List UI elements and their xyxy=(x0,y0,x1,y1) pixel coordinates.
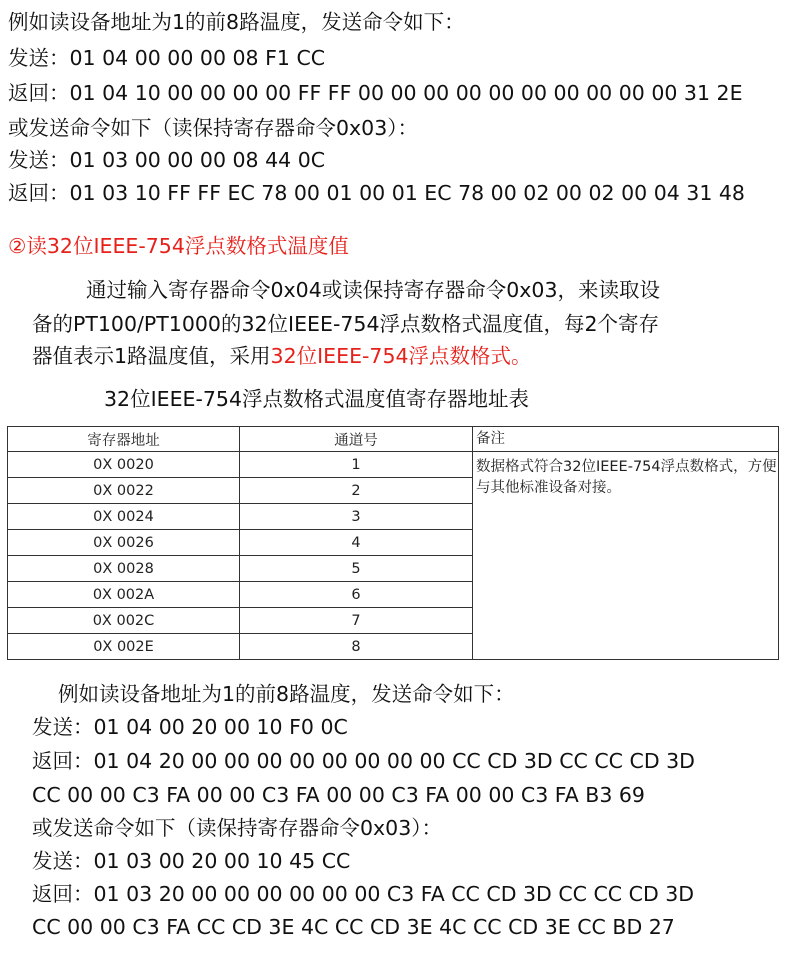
table-header-row xyxy=(8,427,779,452)
channel-number-cell: 7 xyxy=(240,608,473,634)
channel-number-cell: 8 xyxy=(240,634,473,660)
remarks-cell: 数据格式符合32位IEEE-754浮点数格式，方便与其他标准设备对接。 xyxy=(473,452,779,660)
header-channel-number: 通道号 xyxy=(240,427,473,452)
alt-return-data-line-2: 返回：01 03 20 00 00 00 00 00 00 C3 FA CC CD 3D CC CC CD 3D xyxy=(32,882,695,906)
register-address-cell: 0X 0028 xyxy=(8,556,240,582)
header-register-address: 寄存器地址 xyxy=(8,427,240,452)
header-remarks: 备注 xyxy=(473,427,779,452)
send-command-line: 发送：01 04 00 00 00 08 F1 CC xyxy=(8,46,326,70)
register-address-cell: 0X 002C xyxy=(8,608,240,634)
alt-return-data-line: 返回：01 03 10 FF FF EC 78 00 01 00 01 EC 78 00 02 00 02 00 04 31 48 xyxy=(8,181,745,205)
register-address-cell: 0X 0024 xyxy=(8,504,240,530)
format-highlight-text: 32位IEEE-754浮点数格式。 xyxy=(270,344,532,368)
alt-command-intro-text: 或发送命令如下（读保持寄存器命令0x03）： xyxy=(8,116,419,140)
alt-return-data-continuation-2: CC 00 00 C3 FA CC CD 3E 4C CC CD 3E 4C CC CD 3E CC BD 27 xyxy=(32,915,675,939)
table-row xyxy=(8,452,779,478)
register-address-cell: 0X 002E xyxy=(8,634,240,660)
return-data-continuation-2: CC 00 00 C3 FA 00 00 C3 FA 00 00 C3 FA 00 00 C3 FA B3 69 xyxy=(32,783,645,807)
send-command-line-2: 发送：01 04 00 20 00 10 F0 0C xyxy=(32,715,348,739)
channel-number-cell: 3 xyxy=(240,504,473,530)
register-address-table xyxy=(7,426,779,660)
paragraph-line-1: 通过输入寄存器命令0x04或读保持寄存器命令0x03，来读取设 xyxy=(86,278,661,302)
paragraph-line-3 xyxy=(32,343,532,369)
alt-command-intro-text-2: 或发送命令如下（读保持寄存器命令0x03）： xyxy=(32,816,443,840)
paragraph-line-2: 备的PT100/PT1000的32位IEEE-754浮点数格式温度值，每2个寄存 xyxy=(32,312,660,336)
channel-number-cell: 6 xyxy=(240,582,473,608)
channel-number-cell: 1 xyxy=(240,452,473,478)
channel-number-cell: 5 xyxy=(240,556,473,582)
channel-number-cell: 4 xyxy=(240,530,473,556)
register-address-cell: 0X 0026 xyxy=(8,530,240,556)
register-address-cell: 0X 0022 xyxy=(8,478,240,504)
alt-send-command-line: 发送：01 03 00 00 00 08 44 0C xyxy=(8,148,326,172)
return-data-line: 返回：01 04 10 00 00 00 00 FF FF 00 00 00 00 00 00 00 00 00 00 31 2E xyxy=(8,81,743,105)
alt-send-command-line-2: 发送：01 03 00 20 00 10 45 CC xyxy=(32,849,351,873)
paragraph-line-3-text: 器值表示1路温度值，采用 xyxy=(32,344,271,368)
example-intro-text: 例如读设备地址为1的前8路温度，发送命令如下： xyxy=(8,10,465,34)
example-intro-text-2: 例如读设备地址为1的前8路温度，发送命令如下： xyxy=(58,682,515,706)
channel-number-cell: 2 xyxy=(240,478,473,504)
return-data-line-2: 返回：01 04 20 00 00 00 00 00 00 00 00 CC CD 3D CC CC CD 3D xyxy=(32,749,695,773)
section-heading: ②读32位IEEE-754浮点数格式温度值 xyxy=(8,234,349,258)
table-title: 32位IEEE-754浮点数格式温度值寄存器地址表 xyxy=(104,387,530,411)
register-address-cell: 0X 002A xyxy=(8,582,240,608)
register-address-cell: 0X 0020 xyxy=(8,452,240,478)
